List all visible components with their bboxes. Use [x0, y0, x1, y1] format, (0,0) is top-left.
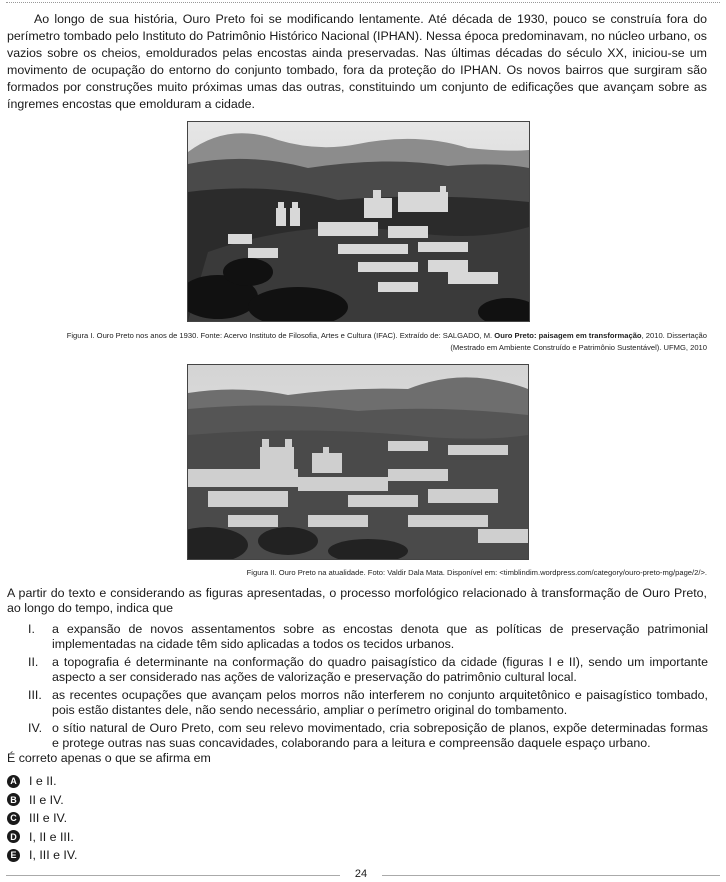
option-text: III e IV. — [29, 811, 68, 826]
option-text: II e IV. — [29, 792, 64, 807]
option-c[interactable] — [7, 809, 77, 828]
figure-2-photo — [187, 364, 529, 560]
option-letter-bubble: C — [7, 812, 20, 825]
question-stem: A partir do texto e considerando as figuras apresentadas, o processo morfológico relacionado à transformação de Ouro Preto, ao longo do tempo, indica que — [7, 586, 707, 615]
page-number: 24 — [354, 868, 368, 880]
question-prompt: É correto apenas o que se afirma em — [7, 751, 211, 765]
figure-1-caption: Figura I. Ouro Preto nos anos de 1930. Fonte: Acervo Instituto de Filosofia, Artes e Cultura (IFAC). Extraído de: SALGADO, M. Ouro Preto: paisagem em transformação, 2010. Dissertação (Mestrado em Ambiente Construído e Patrimônio Sustentável). UFMG, 2010 — [66, 331, 707, 352]
statement-text: o sítio natural de Ouro Preto, com seu relevo movimentado, cria sobreposição de planos, expõe determinadas formas e protege outras nas suas concavidades, colaborando para a leitura e compreensão daquele espaço urbano. — [52, 721, 708, 750]
statement-text: a topografia é determinante na conformação do quadro paisagístico da cidade (figuras I e II), sendo um importante aspecto a ser considerado nas ações de valorização e preservação do patrimônio cultural local. — [52, 655, 708, 684]
statement-text: as recentes ocupações que avançam pelos morros não interferem no conjunto arquitetônico e paisagístico tombado, pois estão distantes dele, não sendo necessário, ampliar o perímetro original do tombamento. — [52, 688, 708, 717]
statement-text: a expansão de novos assentamentos sobre as encostas denota que as políticas de preservação patrimonial implementadas na cidade têm sido aplicadas a todos os tecidos urbanos. — [52, 622, 708, 651]
statement-number: II. — [28, 655, 39, 669]
answer-options — [7, 772, 77, 865]
option-letter-bubble: A — [7, 775, 20, 788]
statement-list — [28, 622, 708, 754]
figure-1-photo — [187, 121, 530, 322]
option-text: I e II. — [29, 774, 57, 789]
footer-rule-left — [6, 875, 340, 876]
statement-item — [28, 721, 708, 750]
statement-item — [28, 688, 708, 717]
option-text: I, III e IV. — [29, 848, 78, 863]
page-footer — [6, 868, 720, 882]
option-b[interactable] — [7, 791, 77, 810]
statement-item — [28, 622, 708, 651]
footer-rule-right — [382, 875, 720, 876]
option-text: I, II e III. — [29, 829, 74, 844]
top-rule — [6, 2, 720, 3]
option-a[interactable] — [7, 772, 77, 791]
option-letter-bubble: B — [7, 793, 20, 806]
statement-number: I. — [28, 622, 35, 636]
statement-item — [28, 655, 708, 684]
option-letter-bubble: E — [7, 849, 20, 862]
statement-number: III. — [28, 688, 42, 702]
option-e[interactable] — [7, 846, 77, 865]
option-d[interactable] — [7, 828, 77, 847]
figure-2-caption: Figura II. Ouro Preto na atualidade. Foto: Valdir Dala Mata. Disponível em: <timblindim.wordpress.com/category/ouro-preto-mg/page/2/>. — [246, 568, 707, 577]
intro-paragraph: Ao longo de sua história, Ouro Preto foi se modificando lentamente. Até década de 1930, pouco se construía fora do perímetro tombado pelo Instituto do Patrimônio Histórico Nacional (IPHAN). Nessa época predominavam, no núcleo urbano, os vazios sobre os cheios, emoldurados pelas encostas ainda preservadas. Nas últimas décadas do século XX, iniciou-se um movimento de ocupação do entorno do conjunto tombado, fora da proteção do IPHAN. Os novos bairros que surgiram são formados por construções muito próximas umas das outras, constituindo um conjunto de edificações que avançam sobre as íngremes encostas que emolduram a cidade. — [7, 12, 707, 111]
statement-number: IV. — [28, 721, 43, 735]
option-letter-bubble: D — [7, 830, 20, 843]
